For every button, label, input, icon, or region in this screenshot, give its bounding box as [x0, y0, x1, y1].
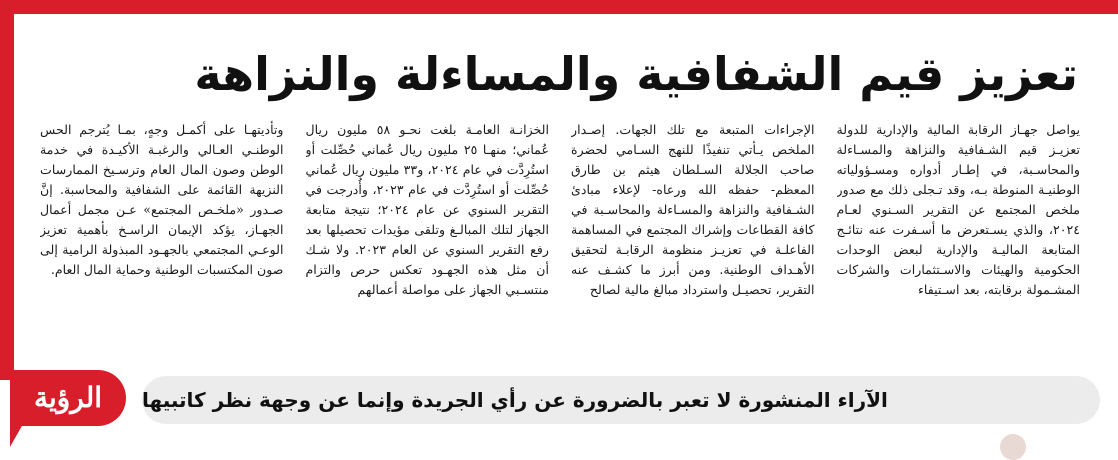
- column-4-text: وتأديتهـا على أكمـل وجهٍ، بمـا يُترجم الحس الوطنـي العـالي والرغبـة الأكيـدة في خدمة الوطن وصون المال العام وترسـيخ الممارسات النزيهة القائمة على الشفافية والمحاسبة. إنَّ صـدور «ملخـص المجتمع» عـن مجمل أعمال الجهـاز، يؤكد الإيمان الراسـخ بأهمية تعزيز الوعـي المجتمعي بالجهـود المبذولة الرامية إلى صون المكتسبات الوطنية وحماية المال العام.: [40, 122, 284, 277]
- article-column-4: [40, 120, 284, 366]
- top-red-border-end: [1060, 0, 1118, 14]
- article-body: [40, 120, 1080, 366]
- disclaimer-pill: [142, 376, 1100, 424]
- disclaimer-text: الآراء المنشورة لا تعبر بالضرورة عن رأي الجريدة وإنما عن وجهة نظر كاتبيها: [142, 388, 888, 412]
- column-1-text: يواصل جهـاز الرقابة المالية والإدارية للدولة تعزيـز قيم الشـفافية والنزاهة والمسـاءلة والمحاسـبة، في إطـار أدواره ومسـؤولياته الوطنيـة المنوطة بـه، وقد تـجلى ذلك مع صدور ملخص المجتمع عن التقرير السـنوي لعـام ٢٠٢٤، والذي يسـتعرض ما أسـفرت عنه نتائـج المتابعة الماليـة والإدارية لبعض الوحدات الحكومية والهيئات والاسـتثمارات والشركات المشـمولة برقابته، بعد اسـتيفاء: [836, 122, 1080, 297]
- corner-decoration: [1000, 434, 1026, 460]
- newspaper-logo-text: الرؤية: [33, 381, 103, 414]
- article-column-3: [306, 120, 550, 366]
- column-2-text: الإجراءات المتبعة مع تلك الجهات. إصـدار الملخص يـأتي تنفيذًا للنهج السـامي لحضرة صاحب الجلالة السـلطان هيثم بن طارق المعظم- حفظه الله ورعاه- لإعلاء مبادئ الشـفافية والنزاهة والمسـاءلة والمحاسـبة في كافة القطاعات وإشراك المجتمع في المساهمة الفاعلـة في تعزيـز منظومة الرقابـة لتحقيق الأهـداف الوطنية. ومن أبرز ما كشـف عنه التقرير، تحصيـل واسترداد مبالغ مالية لصالح: [571, 122, 815, 297]
- left-red-border: [0, 0, 14, 380]
- top-red-border: [0, 0, 1060, 14]
- newspaper-logo: [10, 370, 126, 426]
- article-headline: تعزيز قيم الشفافية والمساءلة والنزاهة: [194, 47, 1078, 101]
- article-column-2: [571, 120, 815, 366]
- article-column-1: [837, 120, 1081, 366]
- footer-bar: [10, 376, 1106, 424]
- column-3-text: الخزانـة العامـة بلغت نحـو ٥٨ مليون ريال عُماني؛ منهـا ٢٥ مليون ريال عُماني حُصِّلت أو استُرِدَّت في عام ٢٠٢٤، و٣٣ مليون ريال عُماني حُصِّلت أو استُرِدَّت في عام ٢٠٢٣، وأُدرجت في التقرير السنوي عن عام ٢٠٢٤؛ نتيجة متابعة الجهاز لتلك المبالـغ وتلقى مؤيدات تحصيلها بعد رفع التقرير السنوي عن العام ٢٠٢٣. ولا شـك أن مثل هذه الجهـود تعكس حرص والتزام منتسـبي الجهاز على مواصلة أعمالهم: [305, 122, 549, 297]
